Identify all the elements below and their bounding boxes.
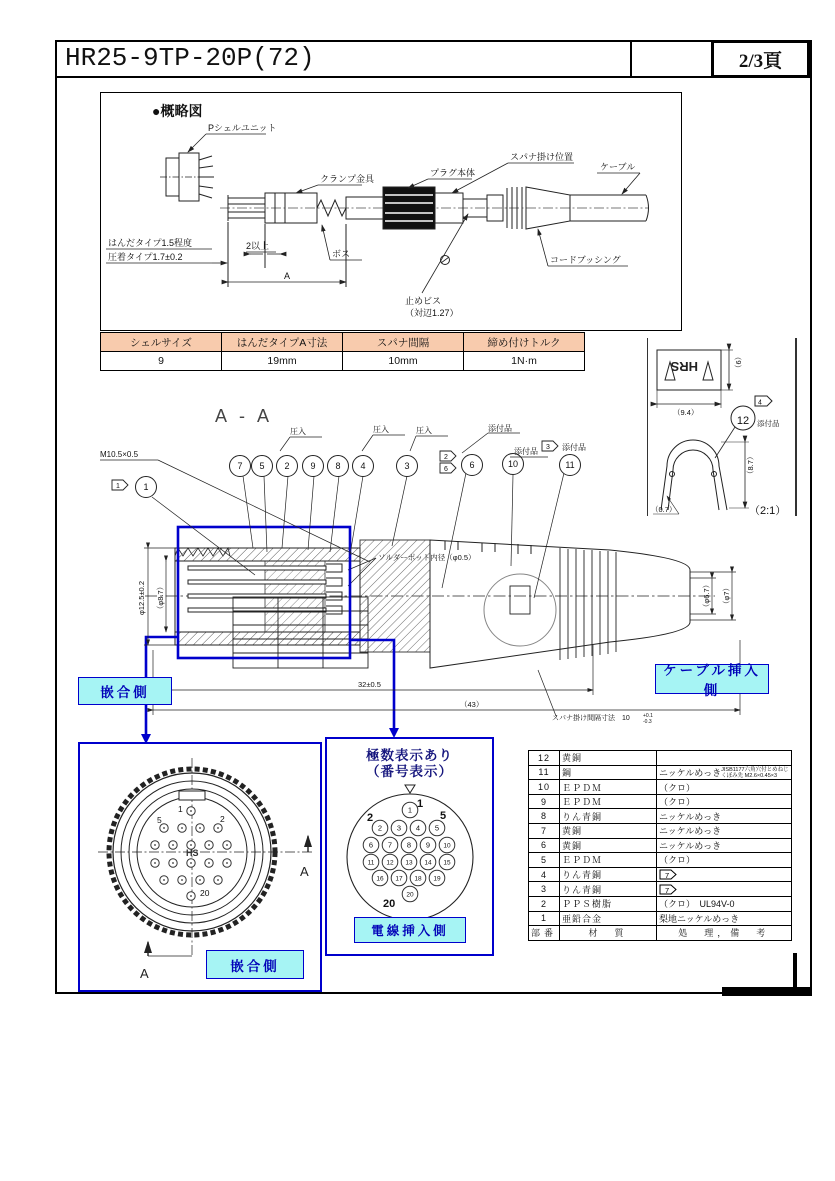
svg-text:7: 7 <box>237 461 243 471</box>
part-no: 4 <box>529 867 560 882</box>
svg-text:7: 7 <box>387 840 393 850</box>
part-remark-fine: JISB1177六角穴付とめねじ くぼみ先 M2.6×0.45×3 <box>721 767 789 780</box>
press-fit-note: 圧入 <box>290 427 306 436</box>
part-no: 2 <box>529 896 560 911</box>
svg-text:5: 5 <box>259 461 265 471</box>
svg-text:6: 6 <box>368 840 374 850</box>
parts-table <box>528 750 792 941</box>
outer-label-20: 20 <box>383 898 396 910</box>
spanner-tol-up: +0.1 <box>643 713 653 719</box>
part-material: りん青銅 <box>560 882 657 897</box>
parts-row-2 <box>529 896 792 911</box>
outer-label-1: 1 <box>417 798 424 810</box>
part-remark: （クロ） <box>657 853 792 868</box>
svg-text:17: 17 <box>395 875 403 883</box>
svg-text:3: 3 <box>396 823 402 833</box>
dim-8-7: （8.7） <box>746 452 755 478</box>
spec-header: はんだタイプA寸法 <box>222 333 343 352</box>
page-number: 2/3頁 <box>711 40 810 78</box>
label-min2: 2以上 <box>246 241 270 251</box>
svg-text:10: 10 <box>507 459 519 469</box>
part-no: 10 <box>529 780 560 795</box>
section-letter: A <box>140 966 149 981</box>
part-material: 亜鉛合金 <box>560 911 657 926</box>
part-material: 鋼 <box>560 765 657 780</box>
attached-note: 添付品 <box>488 424 512 433</box>
svg-text:2: 2 <box>377 823 383 833</box>
wire-view-box <box>325 737 494 956</box>
spec-value: 1N·m <box>464 352 585 371</box>
mating-side-label: 嵌合側 <box>206 950 304 979</box>
parts-row-6 <box>529 838 792 853</box>
pin-label-5: 5 <box>157 815 162 825</box>
label-spanner-pos: スパナ掛け位置 <box>510 152 574 162</box>
part-no: 1 <box>529 911 560 926</box>
border-mark <box>722 987 812 996</box>
svg-text:2: 2 <box>284 461 290 471</box>
part-material: りん青銅 <box>560 867 657 882</box>
spec-header: スパナ間隔 <box>343 333 464 352</box>
part-material: 黄銅 <box>560 751 657 766</box>
svg-text:3: 3 <box>404 461 410 471</box>
attached-note: 添付品 <box>562 443 586 452</box>
svg-text:11: 11 <box>367 859 375 867</box>
part-no: 12 <box>529 751 560 766</box>
hrs-logo: HRS <box>670 359 698 374</box>
svg-text:6: 6 <box>469 460 475 470</box>
label-clamp: クランプ金具 <box>320 174 375 184</box>
parts-row-8 <box>529 809 792 824</box>
parts-row-5 <box>529 853 792 868</box>
scale-note: （2:1） <box>749 505 787 517</box>
press-fit-note: 圧入 <box>416 426 432 435</box>
part-material: ＥＰＤＭ <box>560 780 657 795</box>
cable-side-label: ケーブル挿入側 <box>655 664 769 694</box>
part-material: 黄銅 <box>560 838 657 853</box>
flag-2: 2 <box>444 454 448 461</box>
press-fit-note: 圧入 <box>373 425 389 434</box>
flag-4: 4 <box>758 399 762 407</box>
part-no: 11 <box>529 765 560 780</box>
flag-7 <box>659 869 677 880</box>
wire-side-label: 電線挿入側 <box>354 917 466 943</box>
svg-text:15: 15 <box>443 859 451 867</box>
part-no: 5 <box>529 853 560 868</box>
wire-view-title1: 極数表示あり <box>366 748 453 763</box>
parts-row-11 <box>529 765 792 780</box>
solder-pot-note: ソルダーポット内径（φ0.5） <box>378 553 476 562</box>
parts-row-10 <box>529 780 792 795</box>
part-number-title: HR25-9TP-20P(72) <box>65 43 315 73</box>
svg-text:10: 10 <box>443 842 451 850</box>
parts-header-row <box>529 926 792 941</box>
dim-d3: （φ6.7） <box>702 580 711 612</box>
part-remark: （クロ） UL94V-0 <box>657 896 792 911</box>
part-remark <box>657 882 792 897</box>
spec-header: 締め付けトルク <box>464 333 585 352</box>
wire-view-title2: （番号表示） <box>366 764 453 779</box>
parts-row-4 <box>529 867 792 882</box>
label-dim-a: A <box>284 271 291 281</box>
dim-l1: 32±0.5 <box>358 680 381 689</box>
label-p-shell: Pシェルユニット <box>208 123 277 133</box>
parts-row-1 <box>529 911 792 926</box>
svg-text:4: 4 <box>360 461 366 471</box>
svg-text:12: 12 <box>386 859 394 867</box>
label-solder-len: はんだタイプ1.5程度 <box>108 238 193 248</box>
part-material: ＰＰＳ樹脂 <box>560 896 657 911</box>
part-remark <box>657 867 792 882</box>
part-no: 9 <box>529 794 560 809</box>
mating-view-box <box>78 742 322 992</box>
title-divider <box>630 42 632 76</box>
svg-text:14: 14 <box>424 859 432 867</box>
part-no: 7 <box>529 824 560 839</box>
svg-text:1: 1 <box>407 805 413 815</box>
svg-text:9: 9 <box>425 840 431 850</box>
attached-note: 添付品 <box>514 447 538 456</box>
parts-header: 部番 <box>529 926 560 941</box>
mating-side-label: 嵌合側 <box>78 677 172 705</box>
part-remark: ニッケルめっき <box>657 809 792 824</box>
label-set-screw: 止めビス <box>405 296 442 306</box>
flag-1: 1 <box>116 483 120 490</box>
part-no: 6 <box>529 838 560 853</box>
svg-text:4: 4 <box>415 823 421 833</box>
outer-label-5: 5 <box>440 810 447 822</box>
svg-text:18: 18 <box>414 875 422 883</box>
svg-text:13: 13 <box>405 859 413 867</box>
dim-d2: （φ8.7） <box>156 582 165 614</box>
section-letter: A <box>300 864 309 879</box>
spec-table <box>100 332 585 371</box>
overview-heading: ●概略図 <box>152 103 203 119</box>
parts-header: 材 質 <box>560 926 657 941</box>
spec-value: 19mm <box>222 352 343 371</box>
dim-6: （6） <box>734 352 743 372</box>
outer-label-2: 2 <box>367 812 374 824</box>
spanner-note: スパナ掛け間隔寸法 10 <box>552 715 630 722</box>
flag-6: 6 <box>444 466 448 473</box>
parts-row-3 <box>529 882 792 897</box>
hs-mark: HS <box>186 848 199 858</box>
label-boss: ボス <box>332 249 351 259</box>
part-remark <box>657 751 792 766</box>
dim-d4: （φ7） <box>722 583 731 609</box>
svg-text:20: 20 <box>406 891 414 899</box>
dim-9-4: （9.4） <box>673 408 699 417</box>
svg-text:1: 1 <box>143 482 149 492</box>
dim-0-7: （0.7） <box>651 505 677 514</box>
svg-text:7: 7 <box>665 871 670 881</box>
part-remark: （クロ） <box>657 780 792 795</box>
part-material: 黄銅 <box>560 824 657 839</box>
label-cord-bushing: コードブッシング <box>550 255 621 265</box>
dim-l2: （43） <box>460 700 484 709</box>
spec-header: シェルサイズ <box>101 333 222 352</box>
part-no: 8 <box>529 809 560 824</box>
label-plug-body: プラグ本体 <box>430 168 476 178</box>
part-remark: ニッケルめっきJISB1177六角穴付とめねじ くぼみ先 M2.6×0.45×3 <box>657 765 792 780</box>
thread-callout: M10.5×0.5 <box>100 450 139 459</box>
part-remark: （クロ） <box>657 794 792 809</box>
spec-value: 10mm <box>343 352 464 371</box>
part-material: りん青銅 <box>560 809 657 824</box>
flag-7 <box>659 884 677 895</box>
spanner-tol-dn: -0.3 <box>643 719 652 725</box>
svg-text:8: 8 <box>335 461 341 471</box>
svg-text:11: 11 <box>565 460 575 470</box>
parts-row-7 <box>529 824 792 839</box>
svg-text:7: 7 <box>665 885 670 895</box>
part-remark: 梨地ニッケルめっき <box>657 911 792 926</box>
parts-row-12 <box>529 751 792 766</box>
svg-text:8: 8 <box>406 840 412 850</box>
svg-text:19: 19 <box>433 875 441 883</box>
parts-header: 処 理，備 考 <box>657 926 792 941</box>
overview-drawing <box>100 92 680 329</box>
part-remark: ニッケルめっき <box>657 838 792 853</box>
spec-value: 9 <box>101 352 222 371</box>
part-no: 3 <box>529 882 560 897</box>
svg-text:5: 5 <box>434 823 440 833</box>
pin-label-20: 20 <box>200 888 210 898</box>
dim-d1: φ12.5±0.2 <box>137 580 146 616</box>
part-material: ＥＰＤＭ <box>560 853 657 868</box>
svg-text:9: 9 <box>310 461 316 471</box>
label-attached: 添付品 <box>757 419 780 428</box>
parts-row-9 <box>529 794 792 809</box>
pin-label-1: 1 <box>178 804 183 814</box>
label-cable: ケーブル <box>600 162 636 172</box>
part-remark: ニッケルめっき <box>657 824 792 839</box>
title-block <box>55 40 812 78</box>
pin-label-2: 2 <box>220 814 225 824</box>
section-title: A - A <box>215 406 274 426</box>
label-crimp-len: 圧着タイプ1.7±0.2 <box>108 252 183 262</box>
label-set-screw-sub: （対辺1.27） <box>405 308 459 318</box>
flag-3: 3 <box>546 444 550 451</box>
svg-text:16: 16 <box>376 875 384 883</box>
balloon-12: 12 <box>736 415 750 427</box>
part-material: ＥＰＤＭ <box>560 794 657 809</box>
